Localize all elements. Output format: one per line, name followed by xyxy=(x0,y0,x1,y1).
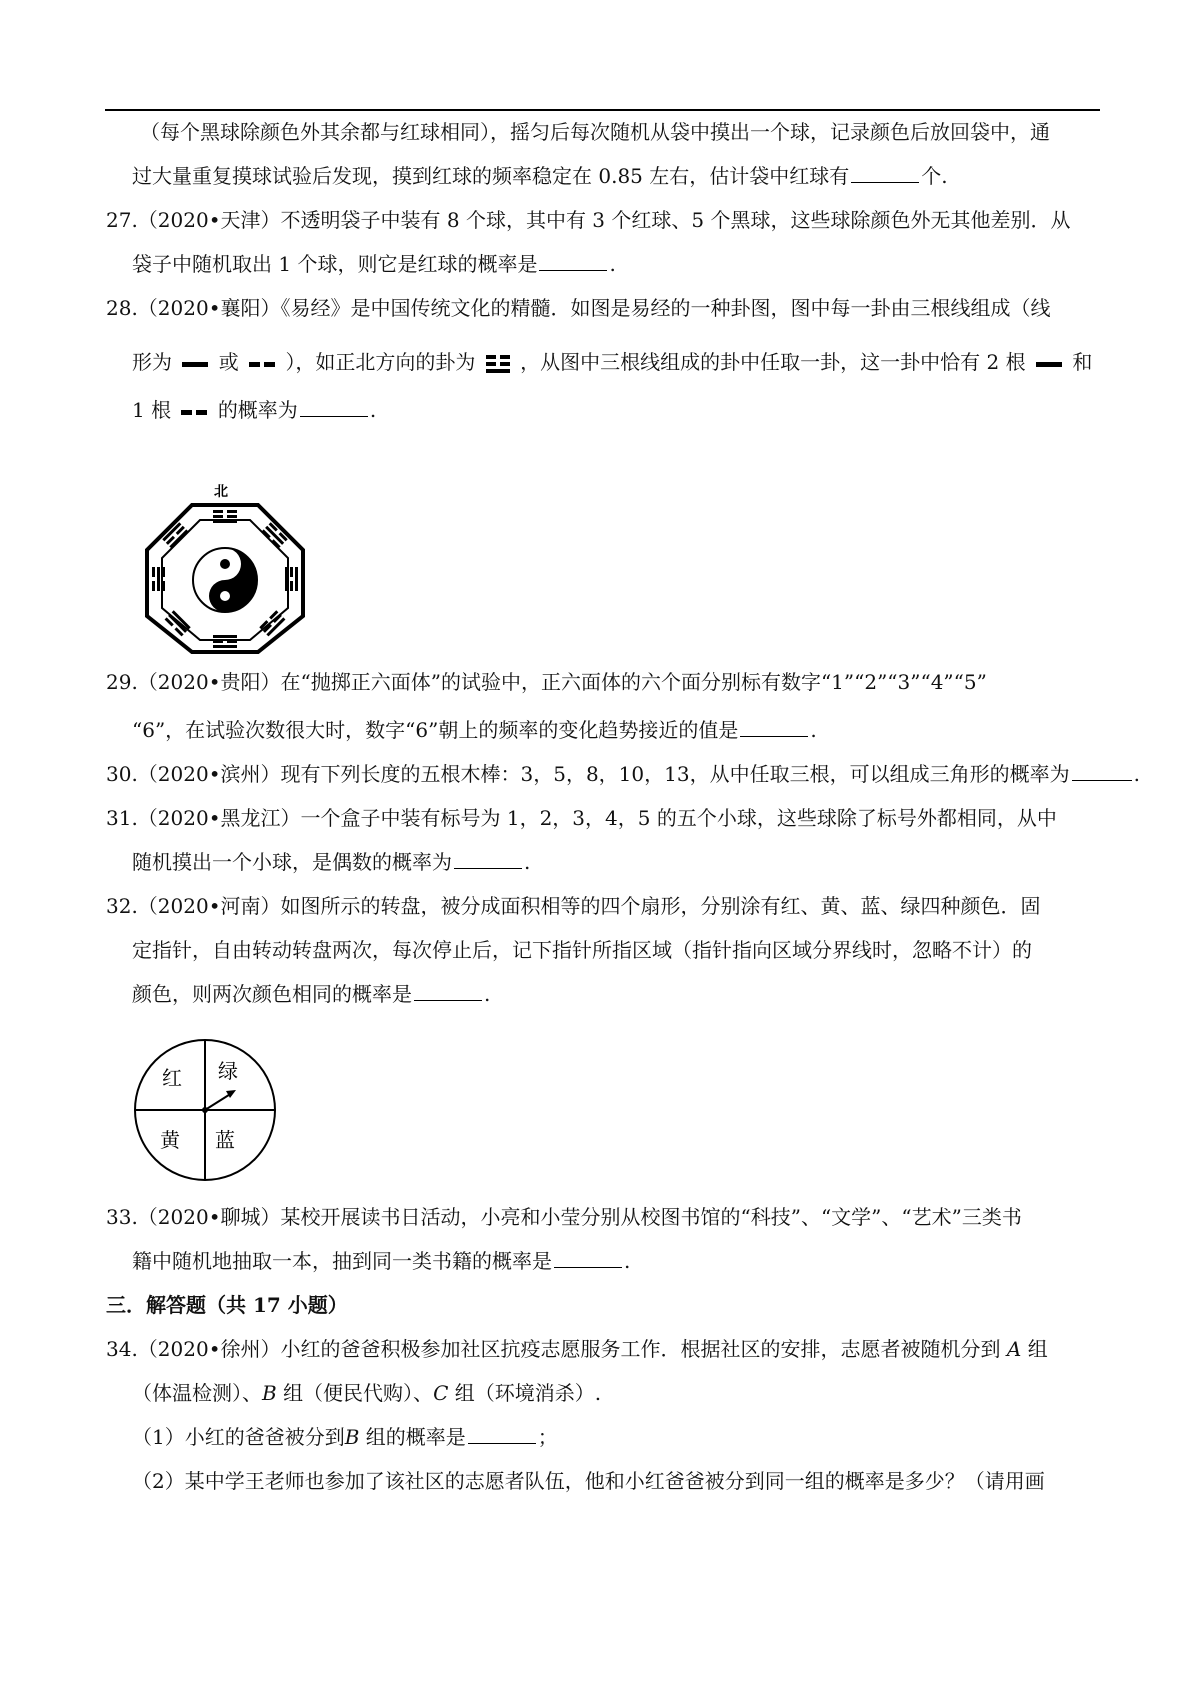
q29-line-1 xyxy=(106,670,987,694)
q27-text-2: 袋子中随机取出 1 个球，则它是红球的概率是 xyxy=(132,252,538,276)
answer-blank-29 xyxy=(740,718,808,737)
q28-text-6: 和 xyxy=(1072,350,1093,374)
q32-line-1 xyxy=(106,894,1041,918)
q32-line-3 xyxy=(132,982,490,1006)
q34-text-3: （体温检测）、 xyxy=(132,1381,262,1405)
q31-line-1 xyxy=(106,806,1057,830)
solid-line-icon xyxy=(182,360,208,368)
q28-text-4: ），如正北方向的卦为 xyxy=(285,350,476,374)
q34-line-4 xyxy=(132,1469,1045,1493)
q28-line-2 xyxy=(132,350,1092,375)
broken-line-icon-2 xyxy=(181,408,207,416)
answer-blank-30 xyxy=(1072,762,1132,781)
section-heading-text: 三．解答题（共 17 小题） xyxy=(106,1293,348,1317)
q29-text-3: . xyxy=(810,718,817,742)
q33-text-1: 33.（2020•聊城）某校开展读书日活动，小亮和小莹分别从校图书馆的“科技”、“文学”、“艺术”三类书 xyxy=(106,1205,1022,1229)
q34-text-1: 34.（2020•徐州）小红的爸爸积极参加社区抗疫志愿服务工作．根据社区的安排，志愿者被随机分到 xyxy=(106,1337,1001,1361)
q28-text-7: 1 根 xyxy=(132,398,172,422)
header-rule xyxy=(105,109,1100,111)
q33-text-2: 籍中随机地抽取一本，抽到同一类书籍的概率是 xyxy=(132,1249,552,1273)
answer-blank-26 xyxy=(851,164,919,183)
sector-blue-label: 蓝 xyxy=(215,1128,235,1152)
q34-text-9: （2）某中学王老师也参加了该社区的志愿者队伍，他和小红爸爸被分到同一组的概率是多少？（请用画 xyxy=(132,1469,1045,1493)
q34-var-b-2: B xyxy=(344,1425,360,1449)
q34-text-2: 组 xyxy=(1027,1337,1048,1361)
q27-line-2 xyxy=(132,252,616,276)
q34-var-a: A xyxy=(1006,1337,1022,1361)
q33-line-2 xyxy=(132,1249,630,1273)
q29-line-2 xyxy=(132,718,817,742)
answer-blank-28 xyxy=(300,398,368,417)
q29-text-2: “6”，在试验次数很大时，数字“6”朝上的频率的变化趋势接近的值是 xyxy=(132,718,739,742)
q28-text-1: 28.（2020•襄阳）《易经》是中国传统文化的精髓．如图是易经的一种卦图，图中每一卦由三根线组成（线 xyxy=(106,296,1051,320)
answer-blank-32 xyxy=(414,982,482,1001)
q34-line-2 xyxy=(132,1381,601,1405)
sector-red-label: 红 xyxy=(162,1066,182,1090)
q28-text-9: . xyxy=(369,398,377,422)
q28-line-1 xyxy=(106,296,1051,320)
q26-line-2 xyxy=(132,164,948,188)
q34-text-6: （1）小红的爸爸被分到 xyxy=(132,1425,345,1449)
q28-text-2: 形为 xyxy=(132,350,172,374)
answer-blank-34 xyxy=(468,1425,536,1444)
north-label: 北 xyxy=(214,484,228,500)
q34-line-1 xyxy=(106,1337,1048,1361)
q27-text-3: . xyxy=(609,252,616,276)
q30-text-1: 30.（2020•滨州）现有下列长度的五根木棒：3，5，8，10，13，从中任取三根，可以组成三角形的概率为 xyxy=(106,762,1070,786)
q31-line-2 xyxy=(132,850,530,874)
sector-green-label: 绿 xyxy=(218,1059,238,1083)
q32-text-2: 定指针，自由转动转盘两次，每次停止后，记下指针所指区域（指针指向区域分界线时，忽略不计）的 xyxy=(132,938,1032,962)
q26-text-2: 过大量重复摸球试验后发现，摸到红球的频率稳定在 0.85 左右，估计袋中红球有 xyxy=(132,164,850,188)
q34-var-b: B xyxy=(262,1381,277,1405)
q34-var-c: C xyxy=(433,1381,449,1405)
q31-text-1: 31.（2020•黑龙江）一个盒子中装有标号为 1，2，3，4，5 的五个小球，这些球除了标号外都相同，从中 xyxy=(106,806,1057,830)
spinner-diagram xyxy=(130,1035,280,1185)
sector-yellow-label: 黄 xyxy=(160,1128,180,1152)
q29-text-1: 29.（2020•贵阳）在“抛掷正六面体”的试验中，正六面体的六个面分别标有数字“1”“2”“3”“4”“5” xyxy=(106,670,987,694)
q32-line-2 xyxy=(132,938,1032,962)
q34-line-3 xyxy=(132,1425,558,1449)
q34-text-4: 组（便民代购）、 xyxy=(283,1381,434,1405)
answer-blank-31 xyxy=(454,850,522,869)
q30-line-1 xyxy=(106,762,1140,786)
q31-text-2: 随机摸出一个小球，是偶数的概率为 xyxy=(132,850,452,874)
q27-line-1 xyxy=(106,208,1070,232)
q28-line-3 xyxy=(132,398,376,422)
q34-text-8: ； xyxy=(537,1425,558,1449)
q26-line-1 xyxy=(140,120,1050,144)
q30-text-2: . xyxy=(1133,762,1140,786)
q31-text-3: . xyxy=(524,850,531,874)
q28-text-3: 或 xyxy=(218,350,239,374)
q28-text-8: 的概率为 xyxy=(217,398,298,422)
q33-line-1 xyxy=(106,1205,1022,1229)
q26-text-3: 个. xyxy=(921,164,948,188)
q28-text-5: ，从图中三根线组成的卦中任取一卦，这一卦中恰有 2 根 xyxy=(520,350,1026,374)
bagua-diagram xyxy=(140,480,310,655)
q34-text-7: 组的概率是 xyxy=(365,1425,466,1449)
q32-text-4: . xyxy=(484,982,491,1006)
q33-text-3: . xyxy=(624,1249,631,1273)
q32-text-3: 颜色，则两次颜色相同的概率是 xyxy=(132,982,412,1006)
solid-line-icon-2 xyxy=(1036,360,1062,368)
q26-text-1: （每个黑球除颜色外其余都与红球相同），摇匀后每次随机从袋中摸出一个球，记录颜色后放回袋中，通 xyxy=(140,120,1050,144)
q27-text-1: 27.（2020•天津）不透明袋子中装有 8 个球，其中有 3 个红球、5 个黑球，这些球除颜色外无其他差别．从 xyxy=(106,208,1071,232)
q32-text-1: 32.（2020•河南）如图所示的转盘，被分成面积相等的四个扇形，分别涂有红、黄、蓝、绿四种颜色．固 xyxy=(106,894,1041,918)
broken-line-icon xyxy=(249,360,275,368)
q34-text-5: 组（环境消杀）. xyxy=(454,1381,602,1405)
answer-blank-27 xyxy=(539,252,607,271)
answer-blank-33 xyxy=(554,1249,622,1268)
section-heading xyxy=(106,1293,348,1317)
north-trigram-icon xyxy=(486,353,510,375)
